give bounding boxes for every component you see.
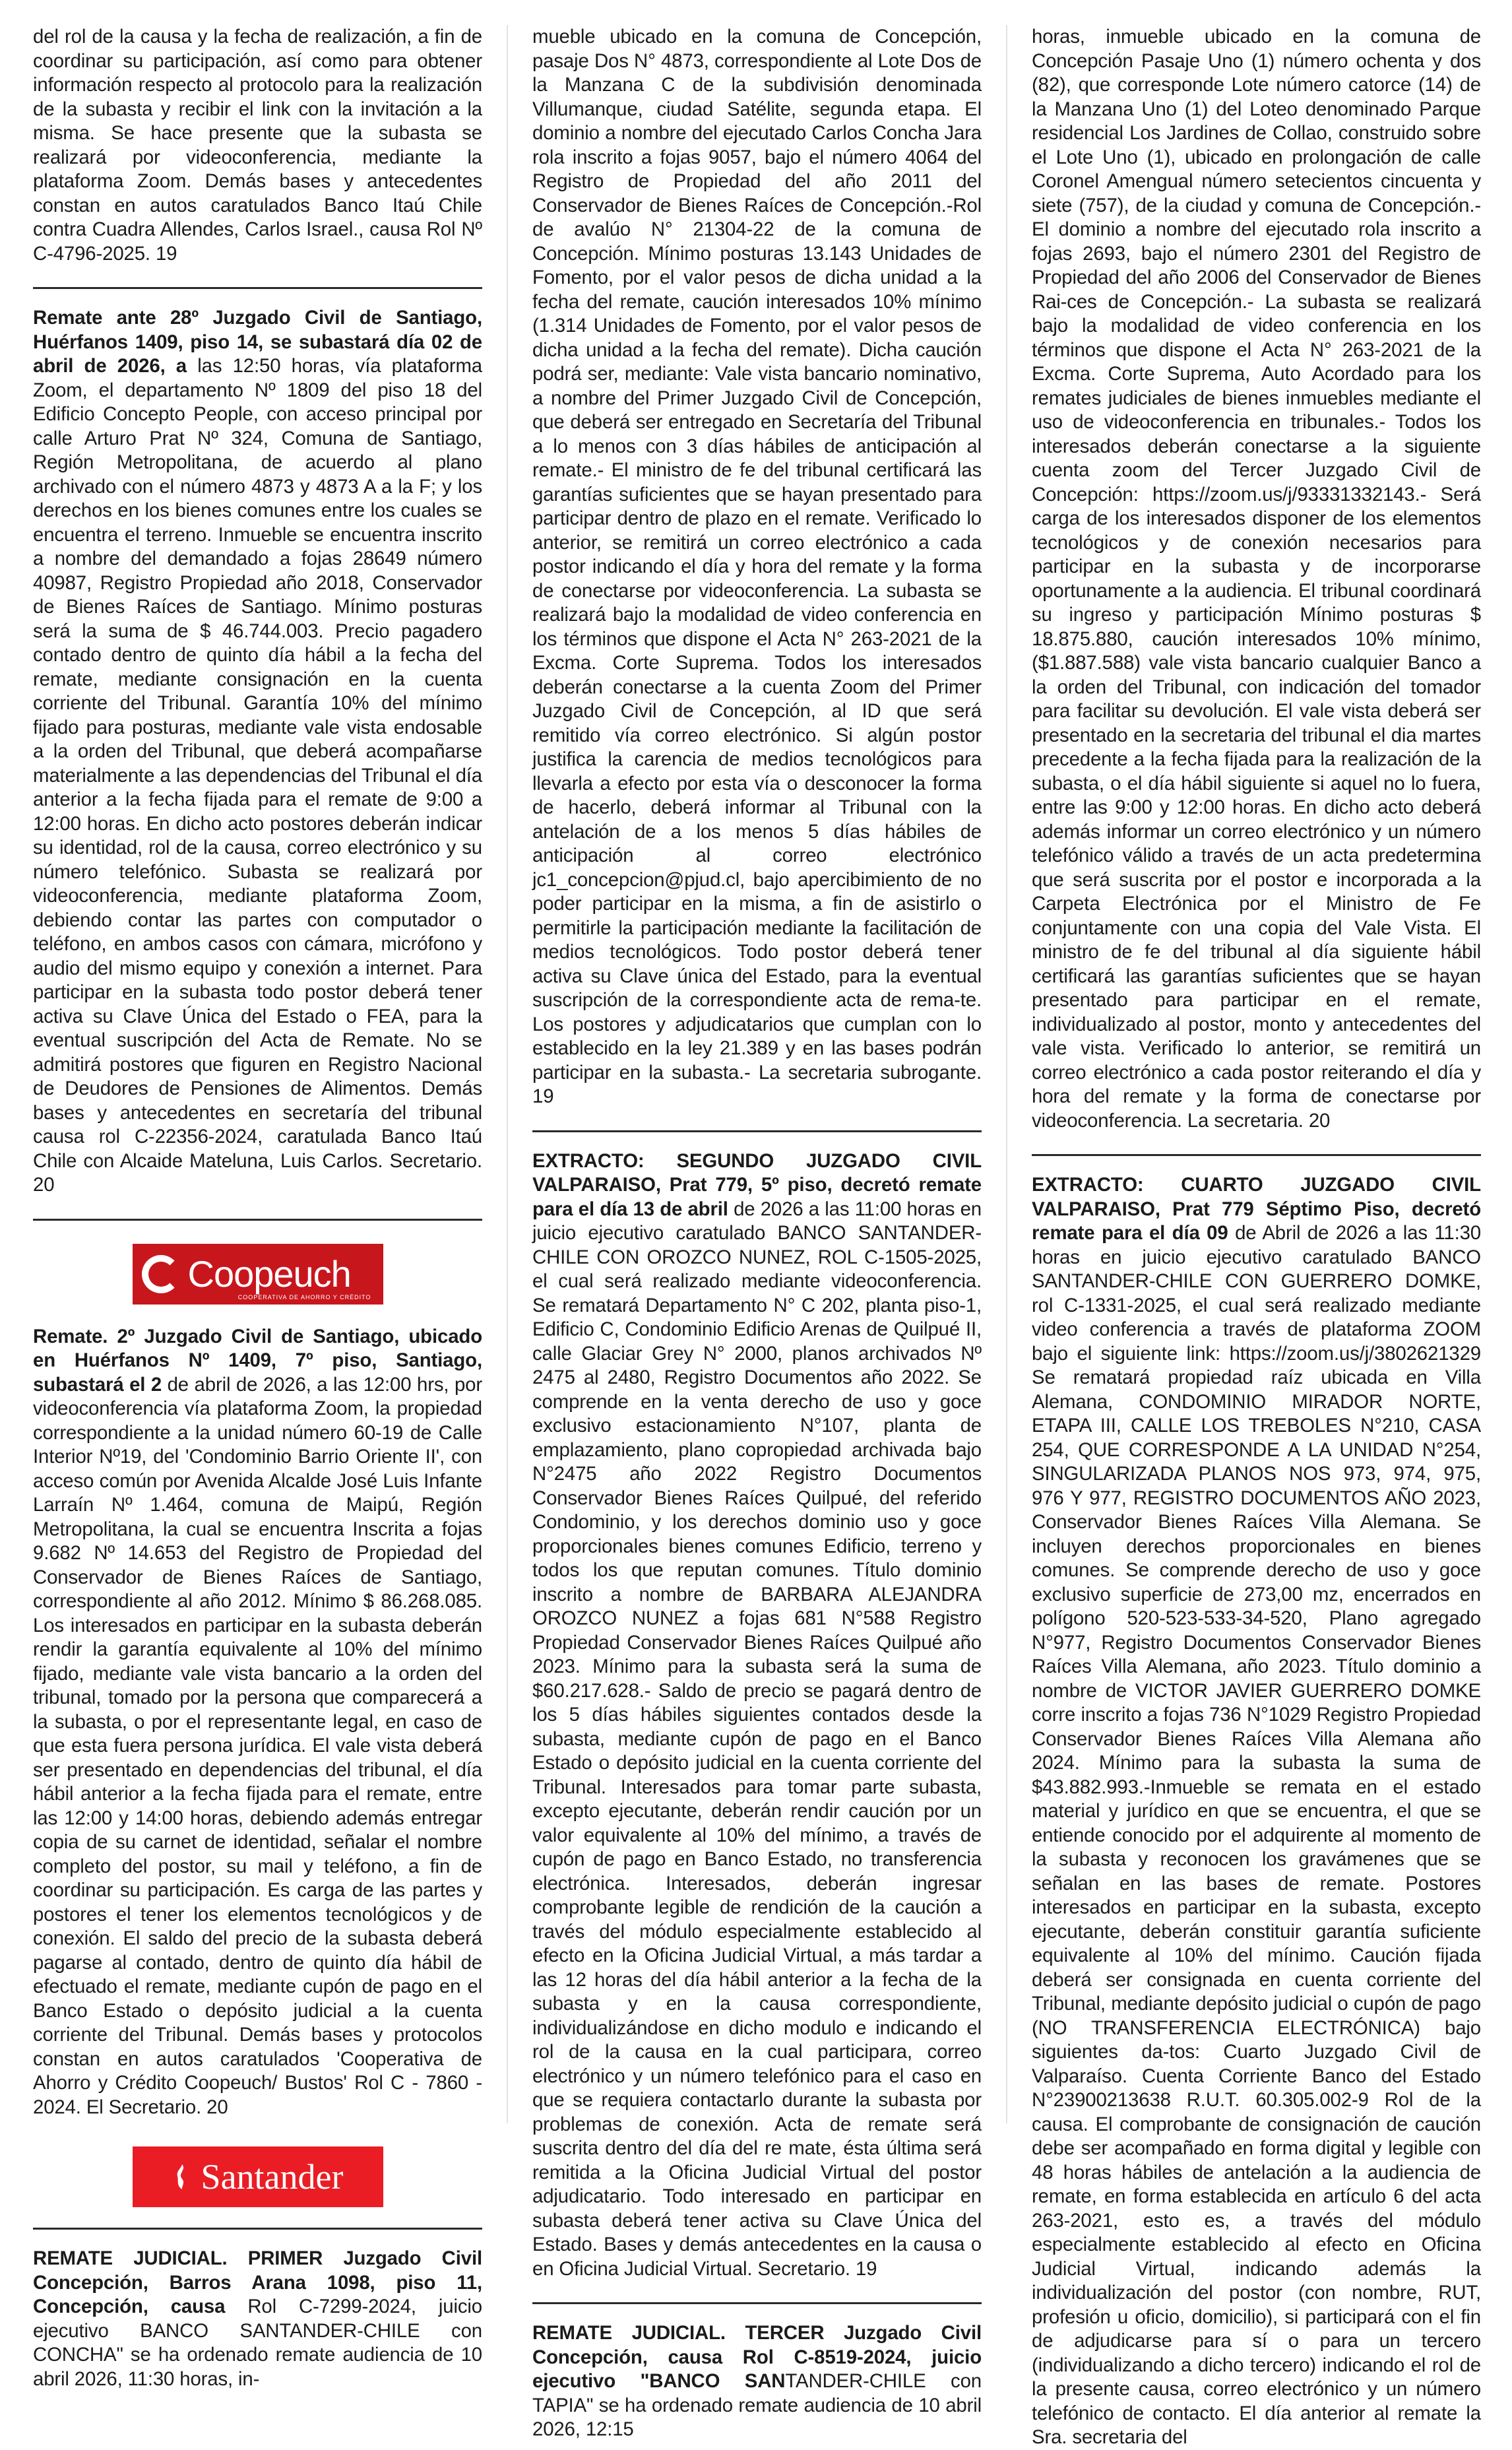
coopeuch-mark-icon — [142, 1255, 180, 1293]
santander-logo — [33, 2141, 482, 2213]
notice-28-juzgado-santiago — [33, 306, 482, 1198]
notice-heading: Remate ante 28º Juzgado Civil de Santiago, Huérfanos 1409, piso 14, se subastará día 02 de abril de 2026, a — [33, 307, 482, 377]
notice-cuadra-allendes — [33, 25, 482, 266]
column-1 — [33, 25, 482, 2390]
notice-text — [33, 1325, 482, 2120]
notice-heading: REMATE JUDICIAL. TERCER Juzgado Civil Concepción, causa Rol C-8519-2024, juicio ejecutivo "BANCO SAN — [532, 2322, 982, 2392]
notice-cuarto-juzgado-valparaiso — [1032, 1173, 1481, 2450]
notice-text — [33, 306, 482, 1198]
santander-flame-icon — [172, 2163, 192, 2191]
column-divider — [507, 25, 508, 2123]
notice-text — [33, 2247, 482, 2391]
notice-text — [1032, 1173, 1481, 2450]
notice-separator — [33, 2228, 482, 2230]
notice-heading: Remate. 2º Juzgado Civil de Santiago, ubicado en Huérfanos Nº 1409, 7º piso, Santiago, subastará el 2 — [33, 1325, 482, 1396]
notice-body: TANDER-CHILE con TAPIA" se ha ordenado remate audiencia de 10 abril 2026, 12:15 — [532, 2370, 982, 2440]
notice-body: mueble ubicado en la comuna de Concepción, pasaje Dos N° 4873, correspondiente al Lote Dos de la Manzana C de la subdivisión denominada Villumanque, ciudad Satélite, segunda etapa. El dominio a nombre del ejecutado Carlos Concha Jara rola inscrito a fojas 9057, bajo el número 4064 del Registro de Propiedad del año 2011 del Conservador de Bienes Raíces de Concepción.-Rol de avalúo N° 21304-22 de la comuna de Concepción. Mínimo posturas 13.143 Unidades de Fomento, por el valor pesos de dicha unidad a la fecha del remate, caución interesados 10% mínimo (1.314 Unidades de Fomento, por el valor pesos de dicha unidad a la fecha del remate). Dicha caución podrá ser, mediante: Vale vista bancario nominativo, a nombre del Primer Juzgado Civil de Concepción, que deberá ser entregado en Secretaría del Tribunal a lo menos con 3 días hábiles de anticipación al remate.- El ministro de fe del tribunal certificará las garantías suficientes que se hayan presentado para participar dentro de plazo en el remate. Verificado lo anterior, se remitirá un correo electrónico a cada postor indicando el día y hora del remate y la forma de conectarse por videoconferencia. La subasta se realizará bajo la modalidad de video conferencia en los términos que dispone el Acta N° 263-2021 de la Excma. Corte Suprema. Todos los interesados deberán conectarse a la cuenta Zoom del Primer Juzgado Civil de Concepción, al ID que será remitido vía correo electrónico. Si algún postor justifica la carencia de medios tecnológicos para llevarla a efecto por esta vía o desconocer la forma de hacerlo, deberá informar al Tribunal con la antelación de a los menos 5 días hábiles de anticipación al correo electrónico jc1_concepcion@pjud.cl, bajo apercibimiento de no poder participar en la misma, a fin de asistirlo o permitirle la participación mediante la facilitación de medios tecnológicos. Todo postor deberá tener activa su Clave única del Estado, para la eventual suscripción de la correspondiente acta de rema-te. Los postores y adjudicatarios que cumplan con lo establecido en la ley 21.389 y en las bases podrán participar en la subasta.- La secretaria subrogante. 19 — [532, 26, 982, 1107]
notice-2-juzgado-santiago — [33, 1325, 482, 2120]
santander-logo-box — [133, 2146, 383, 2207]
notice-tercer-juzgado-concepcion — [532, 2321, 982, 2442]
notice-heading: EXTRACTO: CUARTO JUZGADO CIVIL VALPARAISO, Prat 779 Séptimo Piso, decretó remate para el día 09 — [1032, 1174, 1481, 1244]
notice-segundo-juzgado-valparaiso — [532, 1149, 982, 2282]
column-2 — [532, 25, 982, 2440]
notice-separator — [1032, 1154, 1481, 1156]
notice-body: de Abril de 2026 a las 11:30 horas en juicio ejecutivo caratulado BANCO SANTANDER-CHILE CON GUERRERO DOMKE, rol C-1331-2025, el cual será realizado mediante video conferencia a través de plataforma ZOOM bajo el siguiente link: https://zoom.us/j/3802621329 Se rematará propiedad raíz ubicada en Villa Alemana, CONDOMINIO MIRADOR NORTE, ETAPA III, CALLE LOS TREBOLES N°210, CASA 254, QUE CORRESPONDE A LA UNIDAD N°254, SINGULARIZADA PLANOS NOS 973, 974, 975, 976 Y 977, REGISTRO DOCUMENTOS AÑO 2023, Conservador Bienes Raíces Villa Alemana. Se incluyen derechos proporcionales en bienes comunes. Se comprende derecho de uso y goce exclusivo superficie de 273,00 mz, encerrados en polígono 520-523-533-34-520, Plano agregado N°977, Registro Documentos Conservador Bienes Raíces Villa Alemana, año 2023. Título dominio a nombre de VICTOR JAVIER GUERRERO DOMKE corre inscrito a fojas 736 N°1029 Registro Propiedad Conservador Bienes Raíces Villa Alemana año 2024. Mínimo para la subasta la suma de $43.882.993.-Inmueble se remata en el estado material y jurídico en que se encuentra, el que se entiende conocido por el adquirente al momento de la subasta y reconocen los gravámenes que se señalan en las bases de remate. Postores interesados en participar en la subasta, excepto ejecutante, deberán constituir garantía suficiente equivalente al 10% del mínimo. Caución fijada deberá ser consignada en cuenta corriente del Tribunal, mediante depósito judicial o cupón de pago (NO TRANSFERENCIA ELECTRÓNICA) bajo siguientes da-tos: Cuarto Juzgado Civil de Valparaíso. Cuenta Corriente Banco del Estado N°23900213638 R.U.T. 60.305.002-9 Rol de la causa. El comprobante de consignación de caución debe ser acompañado en forma digital y legible con 48 horas hábiles de antelación a la audiencia de remate, en forma establecida en artículo 6 del acta 263-2021, esto es, a través del módulo especialmente establecido al efecto en Oficina Judicial Virtual, indicando además la individualización del postor (con nombre, RUT, profesión u oficio, domicilio), si participará con el fin de adjudicarse para sí o para un tercero (individualizando a dicho tercero) indicando el rol de la presente causa, correo electrónico y un número telefónico de contacto. El día anterior al remate la Sra. secretaria del — [1032, 1222, 1481, 2448]
notice-body: Rol C-7299-2024, juicio ejecutivo BANCO SANTANDER-CHILE con CONCHA" se ha ordenado remate audiencia de 10 abril 2026, 11:30 horas, in- — [33, 2296, 482, 2390]
notice-body: las 12:50 horas, vía plataforma Zoom, el departamento Nº 1809 del piso 18 del Edificio Concepto People, con acceso principal por calle Arturo Prat Nº 324, Comuna de Santiago, Región Metropolitana, de acuerdo al plano archivado con el número 4873 y 4873 A a la F; y los derechos en los bienes comunes entre los cuales se encuentra el terreno. Inmueble se encuentra inscrito a nombre del demandado a fojas 28649 número 40987, Registro Propiedad año 2018, Conservador de Bienes Raíces de Santiago. Mínimo posturas será la suma de $ 46.744.003. Precio pagadero contado dentro de quinto día hábil a la fecha del remate, mediante consignación en la cuenta corriente del Tribunal. Garantía 10% del mínimo fijado para posturas, mediante vale vista endosable a la orden del Tribunal, que deberá acompañarse materialmente a las dependencias del Tribunal el día anterior a la fecha fijada para el remate de 9:00 a 12:00 horas. En dicho acto postores deberán indicar su identidad, rol de la causa, correo electrónico y su número telefónico. Subasta se realizará por videoconferencia, mediante plataforma Zoom, debiendo contar las partes con computador o teléfono, en ambos casos con cámara, micrófono y audio del mismo equipo y conexión a internet. Para participar en la subasta todo postor deberá tener activa su Clave Única del Estado o FEA, para la eventual suscripción del Acta de Remate. No se admitirá postores que figuren en Registro Nacional de Deudores de Pensiones de Alimentos. Demás bases y antecedentes en secretaría del tribunal causa rol C-22356-2024, caratulada Banco Itaú Chile con Alcaide Mateluna, Luis Carlos. Secretario. 20 — [33, 355, 482, 1196]
coopeuch-tagline: COOPERATIVA DE AHORRO Y CRÉDITO — [237, 1293, 371, 1301]
notice-separator — [33, 1219, 482, 1221]
notice-primer-juzgado-concepcion-cont — [532, 25, 982, 1109]
coopeuch-logo-box — [133, 1244, 383, 1305]
santander-wordmark: Santander — [201, 2157, 344, 2197]
notice-text — [532, 1149, 982, 2282]
notice-separator — [532, 2302, 982, 2304]
newspaper-page — [33, 25, 1483, 2448]
notice-text — [532, 2321, 982, 2442]
coopeuch-logo — [33, 1238, 482, 1310]
notice-heading: EXTRACTO: SEGUNDO JUZGADO CIVIL VALPARAISO, Prat 779, 5º piso, decretó remate para el día 13 de abril — [532, 1149, 982, 1220]
notice-body: de 2026 a las 11:00 horas en juicio ejecutivo caratulado BANCO SANTANDER-CHILE CON OROZCO NUNEZ, ROL C-1505-2025, el cual será realizado mediante videoconferencia. Se rematará Departamento N° C 202, planta piso-1, Edificio C, Condominio Edificio Arenas de Quilpué II, calle Glaciar Grey N° 2000, planos archivados Nº 2475 al 2480, Registro Documentos año 2022. Se comprende en la venta derecho de uso y goce exclusivo estacionamiento N°107, planta de emplazamiento, plano copropiedad archivada bajo N°2475 año 2022 Registro Documentos Conservador Bienes Raíces Quilpué, del referido Condominio, y los derechos dominio uso y goce proporcionales bienes comunes Edificio, terreno y todos los que reputan comunes. Título dominio inscrito a nombre de BARBARA ALEJANDRA OROZCO NUNEZ a fojas 681 N°588 Registro Propiedad Conservador Bienes Raíces Quilpué año 2023. Mínimo para la subasta será la suma de $60.217.628.- Saldo de precio se pagará dentro de los 5 días hábiles siguientes contados desde la subasta, mediante cupón de pago en el Banco Estado o depósito judicial en la cuenta corriente del Tribunal. Interesados para tomar parte subasta, excepto ejecutante, deberán rendir caución por un valor equivalente al 10% del mínimo, a través de cupón de pago en Banco Estado, no transferencia electrónica. Interesados, deberán ingresar comprobante legible de rendición de la caución a través del módulo especialmente establecido al efecto en la Oficina Judicial Virtual, a más tardar a las 12 horas del día hábil anterior a la fecha de la subasta y en la causa correspondiente, individualizándose en dicho modulo e indicando el rol de la causa en la cual participara, correo electrónico y un número telefónico para el caso en que se requiera contactarlo durante la subasta por problemas de conexión. Acta de remate será suscrita dentro del día del re mate, ésta última será remitida a la Oficina Judicial Virtual del postor adjudicatario. Todo interesado en participar en subasta deberá tener activa su Clave Única del Estado. Bases y demás antecedentes en la causa o en Oficina Judicial Virtual. Secretario. 19 — [532, 1198, 982, 2280]
notice-body: del rol de la causa y la fecha de realización, a fin de coordinar su participación, así como para obtener información respecto al protocolo para la realización de la subasta y recibir el link con la invitación a la misma. Se hace presente que la subasta se realizará por videoconferencia, mediante la plataforma Zoom. Demás bases y antecedentes constan en autos caratulados Banco Itaú Chile contra Cuadra Allendes, Carlos Israel., causa Rol Nº C-4796-2025. 19 — [33, 26, 482, 265]
column-3 — [1032, 25, 1481, 2448]
notice-body: de abril de 2026, a las 12:00 hrs, por videoconferencia vía plataforma Zoom, la propiedad correspondiente a la unidad número 60-19 de Calle Interior Nº19, del 'Condominio Barrio Oriente II', con acceso común por Avenida Alcalde José Luis Infante Larraín Nº 1.464, comuna de Maipú, Región Metropolitana, la cual se encuentra Inscrita a fojas 9.682 Nº 14.653 del Registro de Propiedad del Conservador de Bienes Raíces de Santiago, correspondiente al año 2012. Mínimo $ 86.268.085. Los interesados en participar en la subasta deberán rendir la garantía equivalente al 10% del mínimo fijado, mediante vale vista bancario a la orden del tribunal, tomado por la persona que comparecerá a la subasta, o por el representante legal, en caso de que esta fuera persona jurídica. El vale vista deberá ser presentado en dependencias del tribunal, el día hábil anterior a la fecha fijada para el remate, entre las 12:00 y 14:00 horas, debiendo además entregar copia de su carnet de identidad, señalar el nombre completo del postor, su mail y teléfono, a fin de coordinar su participación. Es carga de las partes y postores el tener los elementos tecnológicos y de conexión. El saldo del precio de la subasta deberá pagarse al contado, dentro de quinto día hábil de efectuado el remate, mediante cupón de pago en el Banco Estado o depósito judicial a la cuenta corriente del Tribunal. Demás bases y protocolos constan en autos caratulados 'Cooperativa de Ahorro y Crédito Coopeuch/ Bustos' Rol C - 7860 - 2024. El Secretario. 20 — [33, 1373, 482, 2118]
notice-tercer-juzgado-concepcion-cont — [1032, 25, 1481, 1133]
notice-separator — [532, 1130, 982, 1132]
coopeuch-wordmark: Coopeuch — [187, 1253, 351, 1295]
notice-body: horas, inmueble ubicado en la comuna de Concepción Pasaje Uno (1) número ochenta y dos (82), que corresponde Lote número catorce (14) de la Manzana Uno (1) del Loteo denominado Parque residencial Los Jardines de Collao, construido sobre el Lote Uno (1), ubicado en prolongación de calle Coronel Amengual número setecientos cincuenta y siete (757), de la ciudad y comuna de Concepción.- El dominio a nombre del ejecutado rola inscrito a fojas 2693, bajo el número 2301 del Registro de Propiedad del año 2006 del Conservador de Bienes Rai-ces de Concepción.- La subasta se realizará bajo la modalidad de video conferencia en los términos que dispone el Acta N° 263-2021 de la Excma. Corte Suprema, Auto Acordado para los remates judiciales de bienes inmuebles mediante el uso de videoconferencia en tribunales.- Todos los interesados deberán conectarse a la siguiente cuenta zoom del Tercer Juzgado Civil de Concepción: https://zoom.us/j/93331332143.- Será carga de los interesados disponer de los elementos tecnológicos y de conexión necesarios para participar en la subasta y de incorporarse oportunamente a la audiencia. El tribunal coordinará su ingreso y participación Mínimo posturas $ 18.875.880, caución interesados 10% mínimo, ($1.887.588) vale vista bancario cualquier Banco a la orden del Tribunal, con indicación del tomador para facilitar su devolución. El vale vista deberá ser presentado en la secretaria del tribunal el dia martes precedente a la fecha fijada para la realización de la subasta, o el día hábil siguiente si aquel no lo fuera, entre las 9:00 y 12:00 horas. En dicho acto deberá además informar un correo electrónico y un número telefónico válido a través de un acta predetermina que será suscrita por el postor e incorporada a la Carpeta Electrónica por el Ministro de Fe conjuntamente con una copia del Vale Vista. El ministro de fe del tribunal al día siguiente hábil certificará las garantías suficientes que se hayan presentado para participar en el remate, individualizado al postor, monto y antecedentes del vale vista. Verificado lo anterior, se remitirá un correo electrónico a cada postor reiterando el día y hora del remate y la forma de conectarse por videoconferencia. La secretaria. 20 — [1032, 26, 1481, 1132]
notice-heading: REMATE JUDICIAL. PRIMER Juzgado Civil Concepción, Barros Arana 1098, piso 11, Concepción, causa — [33, 2247, 482, 2317]
notice-primer-juzgado-concepcion — [33, 2247, 482, 2391]
column-divider — [1006, 25, 1007, 2123]
notice-separator — [33, 287, 482, 289]
